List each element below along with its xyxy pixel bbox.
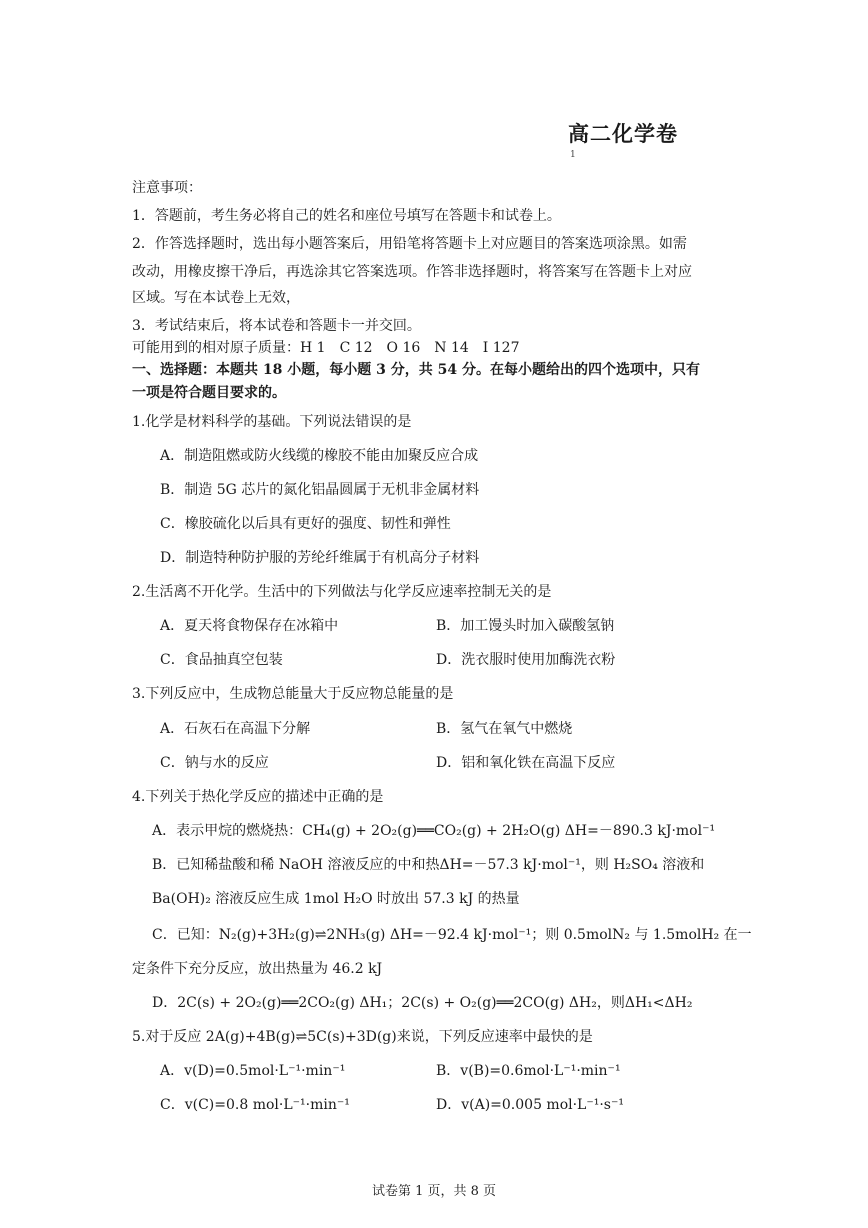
question-5-option-a: A．v(D)=0.5mol·L⁻¹·min⁻¹ (160, 1063, 346, 1079)
question-2-option-a: A．夏天将食物保存在冰箱中 (160, 618, 339, 634)
exam-title: 高二化学卷 (568, 121, 678, 146)
question-2-option-c: C．食品抽真空包装 (160, 652, 283, 668)
section-heading-cont: 一项是符合题目要求的。 (132, 385, 286, 401)
question-4-stem: 4.下列关于热化学反应的描述中正确的是 (132, 789, 384, 805)
notice-item-2-end: 区域。写在本试卷上无效， (132, 290, 300, 306)
question-4-option-c: C．已知：N₂(g)+3H₂(g)⇌2NH₃(g) ΔH=－92.4 kJ·mol⁻¹；则 0.5molN₂ 与 1.5molH₂ 在一 (152, 927, 752, 943)
section-heading: 一、选择题：本题共 18 小题，每小题 3 分，共 54 分。在每小题给出的四个选项中，只有 (132, 362, 700, 378)
question-4-option-b: B．已知稀盐酸和稀 NaOH 溶液反应的中和热ΔH=－57.3 kJ·mol⁻¹，则 H₂SO₄ 溶液和 (152, 857, 705, 873)
question-4-option-a-equation: CH₄(g) + 2O₂(g)══CO₂(g) + 2H₂O(g) ΔH=－890.3 kJ·mol⁻¹ (302, 823, 716, 839)
question-4-option-a-prefix: A．表示甲烷的燃烧热： (152, 823, 303, 839)
notice-item-2-cont: 改动，用橡皮擦干净后，再选涂其它答案选项。作答非选择题时，将答案写在答题卡上对应 (132, 264, 692, 280)
title-mark: 1 (570, 150, 576, 160)
question-3-stem: 3.下列反应中，生成物总能量大于反应物总能量的是 (132, 686, 454, 702)
question-3-option-c: C．钠与水的反应 (160, 755, 269, 771)
question-5-stem: 5.对于反应 2A(g)+4B(g)⇌5C(s)+3D(g)来说，下列反应速率中最快的是 (132, 1029, 593, 1045)
question-2-stem: 2.生活离不开化学。生活中的下列做法与化学反应速率控制无关的是 (132, 584, 552, 600)
question-4-option-a (152, 821, 715, 841)
question-2-option-b: B．加工馒头时加入碳酸氢钠 (436, 618, 615, 634)
question-1-option-a: A．制造阻燃或防火线缆的橡胶不能由加聚反应合成 (160, 448, 479, 464)
question-4-option-d: D．2C(s) + 2O₂(g)══2CO₂(g) ΔH₁；2C(s) + O₂(g)══2CO(g) ΔH₂，则ΔH₁<ΔH₂ (152, 995, 693, 1011)
question-3-option-d: D．铝和氧化铁在高温下反应 (436, 755, 616, 771)
notice-item-3: 3．考试结束后，将本试卷和答题卡一并交回。 (132, 318, 421, 334)
question-1-option-c: C．橡胶硫化以后具有更好的强度、韧性和弹性 (160, 516, 451, 532)
question-1-option-d: D．制造特种防护服的芳纶纤维属于有机高分子材料 (160, 550, 480, 566)
page-footer: 试卷第 1 页，共 8 页 (371, 1184, 497, 1199)
question-1-stem: 1.化学是材料科学的基础。下列说法错误的是 (132, 414, 412, 430)
question-2-option-d: D．洗衣服时使用加酶洗衣粉 (436, 652, 616, 668)
notice-heading: 注意事项： (132, 180, 202, 196)
question-5-option-c: C．v(C)=0.8 mol·L⁻¹·min⁻¹ (160, 1097, 350, 1113)
question-5-option-d: D．v(A)=0.005 mol·L⁻¹·s⁻¹ (436, 1097, 624, 1113)
atomic-masses: 可能用到的相对原子质量：H 1 C 12 O 16 N 14 I 127 (132, 340, 520, 356)
question-5-option-b: B．v(B)=0.6mol·L⁻¹·min⁻¹ (436, 1063, 621, 1079)
question-1-option-b: B．制造 5G 芯片的氮化铝晶圆属于无机非金属材料 (160, 482, 480, 498)
question-4-option-c-cont: 定条件下充分反应，放出热量为 46.2 kJ (132, 961, 383, 977)
notice-item-2: 2．作答选择题时，选出每小题答案后，用铅笔将答题卡上对应题目的答案选项涂黑。如需 (132, 236, 687, 252)
notice-item-1: 1．答题前，考生务必将自己的姓名和座位号填写在答题卡和试卷上。 (132, 208, 561, 224)
question-4-option-b-cont: Ba(OH)₂ 溶液反应生成 1mol H₂O 时放出 57.3 kJ 的热量 (152, 891, 520, 907)
question-3-option-b: B．氢气在氧气中燃烧 (436, 721, 573, 737)
question-3-option-a: A．石灰石在高温下分解 (160, 721, 311, 737)
